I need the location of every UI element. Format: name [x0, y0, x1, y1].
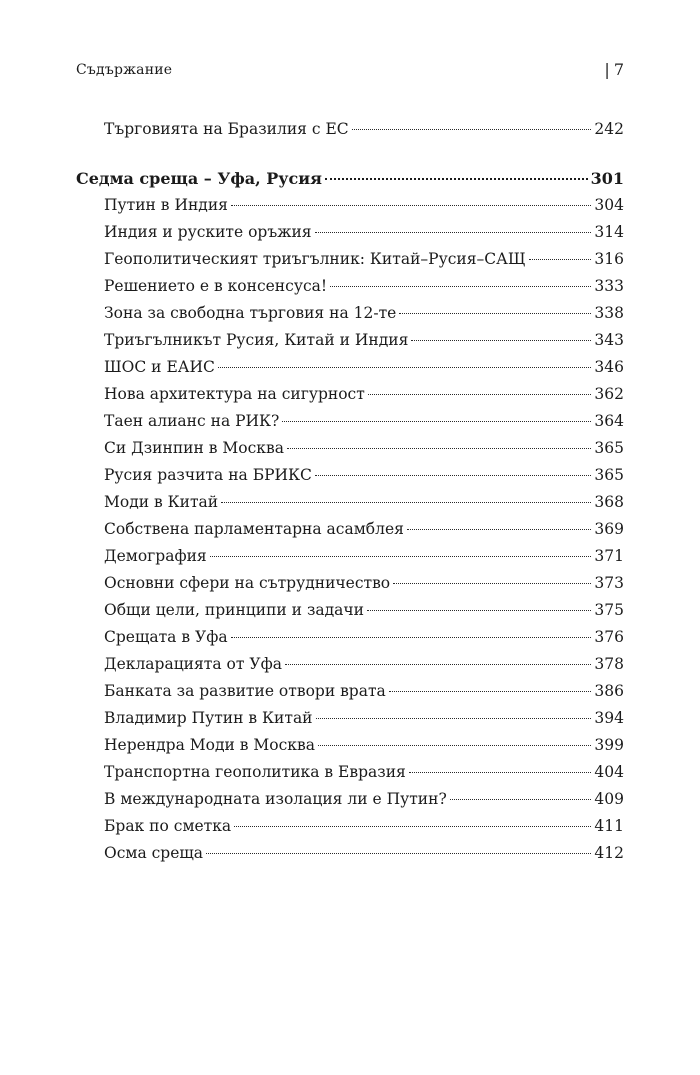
toc-entry-title: Индия и руските оръжия	[104, 223, 312, 241]
toc-entry-page: 362	[594, 385, 624, 403]
dot-leader	[206, 853, 591, 854]
toc-entry[interactable]	[76, 219, 624, 246]
dot-leader	[282, 421, 591, 422]
toc-entry-page: 411	[594, 817, 624, 835]
dot-leader	[407, 529, 592, 530]
dot-leader	[325, 178, 588, 180]
dot-leader	[316, 718, 592, 719]
page-header	[76, 62, 624, 86]
dot-leader	[529, 259, 592, 260]
toc-entry-title: Русия разчита на БРИКС	[104, 466, 312, 484]
dot-leader	[210, 556, 592, 557]
toc-entry-title: Зона за свободна търговия на 12-те	[104, 304, 397, 322]
section-gap	[76, 143, 624, 165]
toc-entry-page: 343	[594, 331, 624, 349]
toc-entry-page: 346	[594, 358, 624, 376]
toc-entry-title: Моди в Китай	[104, 493, 219, 511]
toc-list	[76, 192, 624, 867]
toc-entry-title: В международната изолация ли е Путин?	[104, 790, 447, 808]
toc-entry[interactable]	[76, 489, 624, 516]
toc-entry-page: 375	[594, 601, 624, 619]
toc-entry-page: 371	[594, 547, 624, 565]
toc-entry-title: Владимир Путин в Китай	[104, 709, 313, 727]
toc-entry-title: Собствена парламентарна асамблея	[104, 520, 404, 538]
dot-leader	[315, 475, 592, 476]
toc-entry-page: 373	[594, 574, 624, 592]
dot-leader	[231, 205, 591, 206]
toc-entry[interactable]	[76, 516, 624, 543]
toc-entry-title: Си Дзинпин в Москва	[104, 439, 284, 457]
dot-leader	[231, 637, 592, 638]
toc-entry-title: Срещата в Уфа	[104, 628, 228, 646]
toc-entry[interactable]	[76, 435, 624, 462]
toc-entry[interactable]	[76, 408, 624, 435]
toc-entry[interactable]	[76, 840, 624, 867]
toc-entry-page: 409	[594, 790, 624, 808]
toc-entry[interactable]	[76, 327, 624, 354]
toc-entry-title: Транспортна геополитика в Евразия	[104, 763, 406, 781]
toc-entry[interactable]	[76, 705, 624, 732]
toc-entry[interactable]	[76, 597, 624, 624]
dot-leader	[389, 691, 592, 692]
page-number	[604, 60, 624, 79]
toc-entry-page: 316	[594, 250, 624, 268]
toc-entry[interactable]	[76, 381, 624, 408]
toc-entry-page: 364	[594, 412, 624, 430]
dot-leader	[330, 286, 591, 287]
toc-entry-page: 376	[594, 628, 624, 646]
toc-entry-page: 365	[594, 439, 624, 457]
toc-chapter-title: Седма среща – Уфа, Русия	[76, 169, 322, 188]
toc-entry-page: 333	[594, 277, 624, 295]
toc-entry[interactable]	[76, 786, 624, 813]
dot-leader	[411, 340, 591, 341]
toc-entry-page: 314	[594, 223, 624, 241]
toc-entry-page: 386	[594, 682, 624, 700]
toc-entry-title: Декларацията от Уфа	[104, 655, 282, 673]
dot-leader	[352, 129, 592, 130]
toc-entry-title: Путин в Индия	[104, 196, 228, 214]
dot-leader	[287, 448, 591, 449]
dot-leader	[218, 367, 592, 368]
toc-entry-title: Основни сфери на сътрудничество	[104, 574, 391, 592]
toc-entry-title: Нерендра Моди в Москва	[104, 736, 315, 754]
toc-chapter-heading[interactable]	[76, 165, 624, 192]
toc-entry-page: 304	[594, 196, 624, 214]
toc-entry-title: Решението е в консенсуса!	[104, 277, 328, 295]
toc-entry-page: 242	[594, 120, 624, 138]
dot-leader	[285, 664, 591, 665]
toc-entry[interactable]	[76, 116, 624, 143]
toc-entry[interactable]	[76, 732, 624, 759]
toc-entry[interactable]	[76, 570, 624, 597]
toc-entry[interactable]	[76, 651, 624, 678]
toc-entry-page: 394	[594, 709, 624, 727]
toc-entry-title: ШОС и ЕАИС	[104, 358, 215, 376]
toc-entry[interactable]	[76, 624, 624, 651]
toc-entry[interactable]	[76, 246, 624, 273]
toc-entry-title: Таен алианс на РИК?	[104, 412, 280, 430]
page-number-bar: |	[604, 60, 610, 79]
toc-entry-page: 338	[594, 304, 624, 322]
toc-entry-page: 365	[594, 466, 624, 484]
table-of-contents	[76, 116, 624, 867]
toc-entry[interactable]	[76, 354, 624, 381]
toc-entry-title: Триъгълникът Русия, Китай и Индия	[104, 331, 409, 349]
toc-entry[interactable]	[76, 678, 624, 705]
toc-entry-title: Търговията на Бразилия с ЕС	[104, 120, 349, 138]
toc-entry[interactable]	[76, 462, 624, 489]
toc-entry-title: Брак по сметка	[104, 817, 232, 835]
toc-entry[interactable]	[76, 543, 624, 570]
toc-entry-title: Нова архитектура на сигурност	[104, 385, 365, 403]
toc-entry-page: 368	[594, 493, 624, 511]
toc-entry-title: Демография	[104, 547, 207, 565]
toc-entry-title: Общи цели, принципи и задачи	[104, 601, 364, 619]
toc-entry[interactable]	[76, 759, 624, 786]
toc-entry-page: 369	[594, 520, 624, 538]
dot-leader	[368, 394, 592, 395]
dot-leader	[221, 502, 591, 503]
toc-entry[interactable]	[76, 273, 624, 300]
dot-leader	[315, 232, 592, 233]
dot-leader	[393, 583, 591, 584]
toc-entry-page: 378	[594, 655, 624, 673]
toc-entry[interactable]	[76, 300, 624, 327]
toc-entry-page: 412	[594, 844, 624, 862]
dot-leader	[367, 610, 591, 611]
toc-entry-title: Осма среща	[104, 844, 204, 862]
toc-entry[interactable]	[76, 813, 624, 840]
running-title: Съдържание	[76, 62, 173, 78]
dot-leader	[409, 772, 592, 773]
toc-entry[interactable]	[76, 192, 624, 219]
toc-entry-page: 399	[594, 736, 624, 754]
toc-entry-title: Геополитическият триъгълник: Китай–Русия–САЩ	[104, 250, 526, 268]
page-number-value: 7	[613, 60, 624, 79]
toc-entry-page: 404	[594, 763, 624, 781]
toc-entry-title: Банката за развитие отвори врата	[104, 682, 386, 700]
dot-leader	[450, 799, 592, 800]
dot-leader	[399, 313, 591, 314]
dot-leader	[318, 745, 591, 746]
dot-leader	[234, 826, 591, 827]
toc-chapter-page: 301	[590, 169, 624, 188]
